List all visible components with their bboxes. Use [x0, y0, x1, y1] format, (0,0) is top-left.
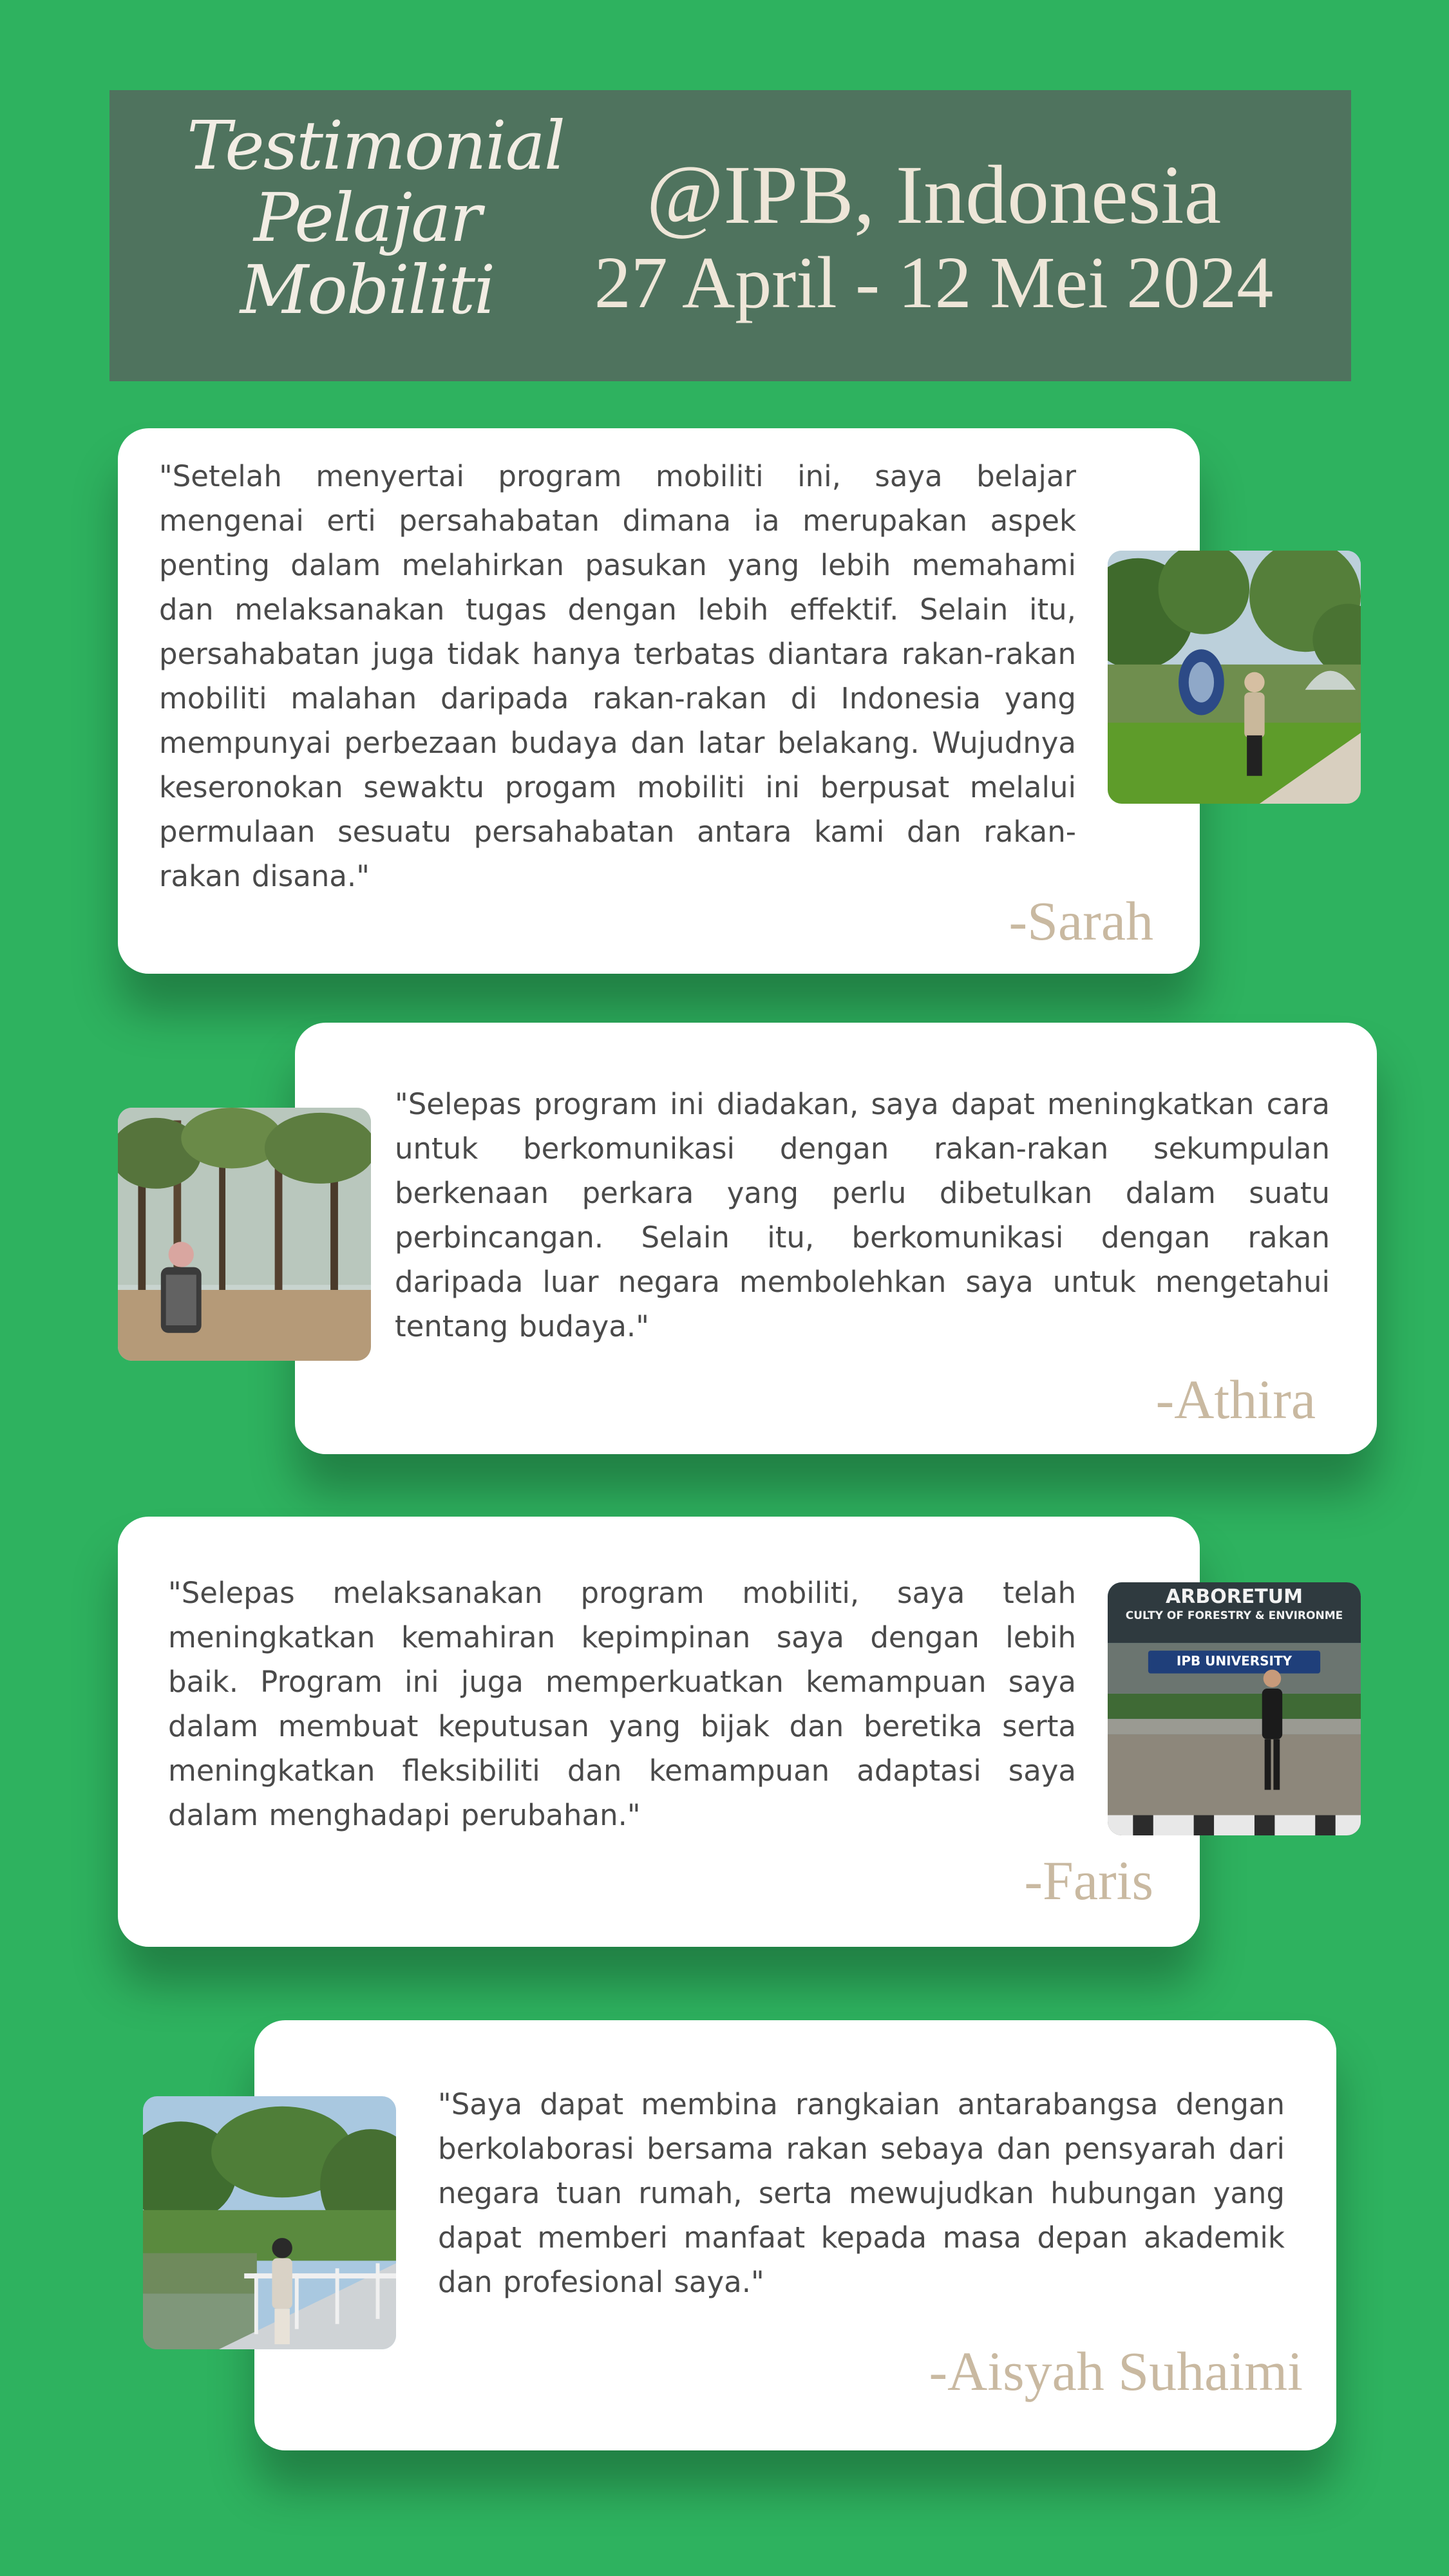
testimonial-card-athira: [295, 1023, 1377, 1454]
script-title-line-1: Testimonial: [187, 106, 565, 185]
testimonial-signature: -Sarah: [1009, 890, 1153, 952]
testimonial-quote: "Setelah menyertai program mobiliti ini, saya belajar mengenai erti persahabatan dimana ia merupakan aspek penting dalam melahirkan pasukan yang lebih memahami dan melaksanakan tugas dengan lebih effektif. Selain itu, persahabatan juga tidak hanya terbatas diantara rakan-rakan mobiliti malahan daripada rakan-rakan di Indonesia yang mempunyai perbezaan budaya dan latar belakang. Wujudnya keseronokan sewaktu progam mobiliti ini berpusat melalui permulaan sesuatu persahabatan antara kami dan rakan-rakan disana.": [159, 459, 1076, 893]
testimonial-quote: "Selepas program ini diadakan, saya dapat meningkatkan cara untuk berkomunikasi dengan rakan-rakan sekumpulan berkenaan perkara yang perlu dibetulkan dalam suatu perbincangan. Selain itu, berkomunikasi dengan rakan daripada luar negara membolehkan saya untuk mengetahui tentang budaya.": [395, 1087, 1330, 1343]
photo-sign-subtitle: CULTY OF FORESTRY & ENVIRONME: [1125, 1609, 1343, 1622]
script-title-line-2: Pelajar: [253, 178, 481, 257]
testimonial-photo-faris: [1108, 1582, 1361, 1835]
testimonial-card-aisyah: [254, 2020, 1336, 2450]
testimonial-card-sarah: [118, 428, 1200, 974]
event-dates: 27 April - 12 Mei 2024: [594, 242, 1274, 323]
testimonial-card-faris: [118, 1517, 1200, 1947]
testimonial-photo-aisyah: [143, 2096, 396, 2349]
header-banner: [109, 90, 1351, 381]
testimonial-signature: -Athira: [1155, 1368, 1316, 1430]
event-info: [573, 147, 1294, 322]
testimonial-signature: -Aisyah Suhaimi: [929, 2340, 1303, 2402]
event-location: @IPB, Indonesia: [646, 149, 1222, 242]
photo-sign-title: ARBORETUM: [1166, 1586, 1303, 1608]
testimonial-quote: "Saya dapat membina rangkaian antarabangsa dengan berkolaborasi bersama rakan sebaya dan pensyarah dari negara tuan rumah, serta mewujudkan hubungan yang dapat memberi manfaat kepada masa depan akademik dan profesional saya.": [438, 2087, 1285, 2299]
script-title: [187, 106, 565, 329]
testimonial-signature: -Faris: [1024, 1850, 1153, 1911]
testimonial-quote: "Selepas melaksanakan program mobiliti, saya telah meningkatkan kemahiran kepimpinan saya dengan lebih baik. Program ini juga memperkuatkan kemampuan saya dalam membuat keputusan yang bijak dan beretika serta meningkatkan fleksibiliti dan kemampuan adaptasi saya dalam menghadapi perubahan.": [168, 1576, 1076, 1832]
testimonial-photo-sarah: [1108, 551, 1361, 804]
photo-sign-plate: IPB UNIVERSITY: [1176, 1653, 1293, 1669]
testimonial-photo-athira: [118, 1108, 371, 1361]
script-title-line-3: Mobiliti: [240, 251, 495, 329]
